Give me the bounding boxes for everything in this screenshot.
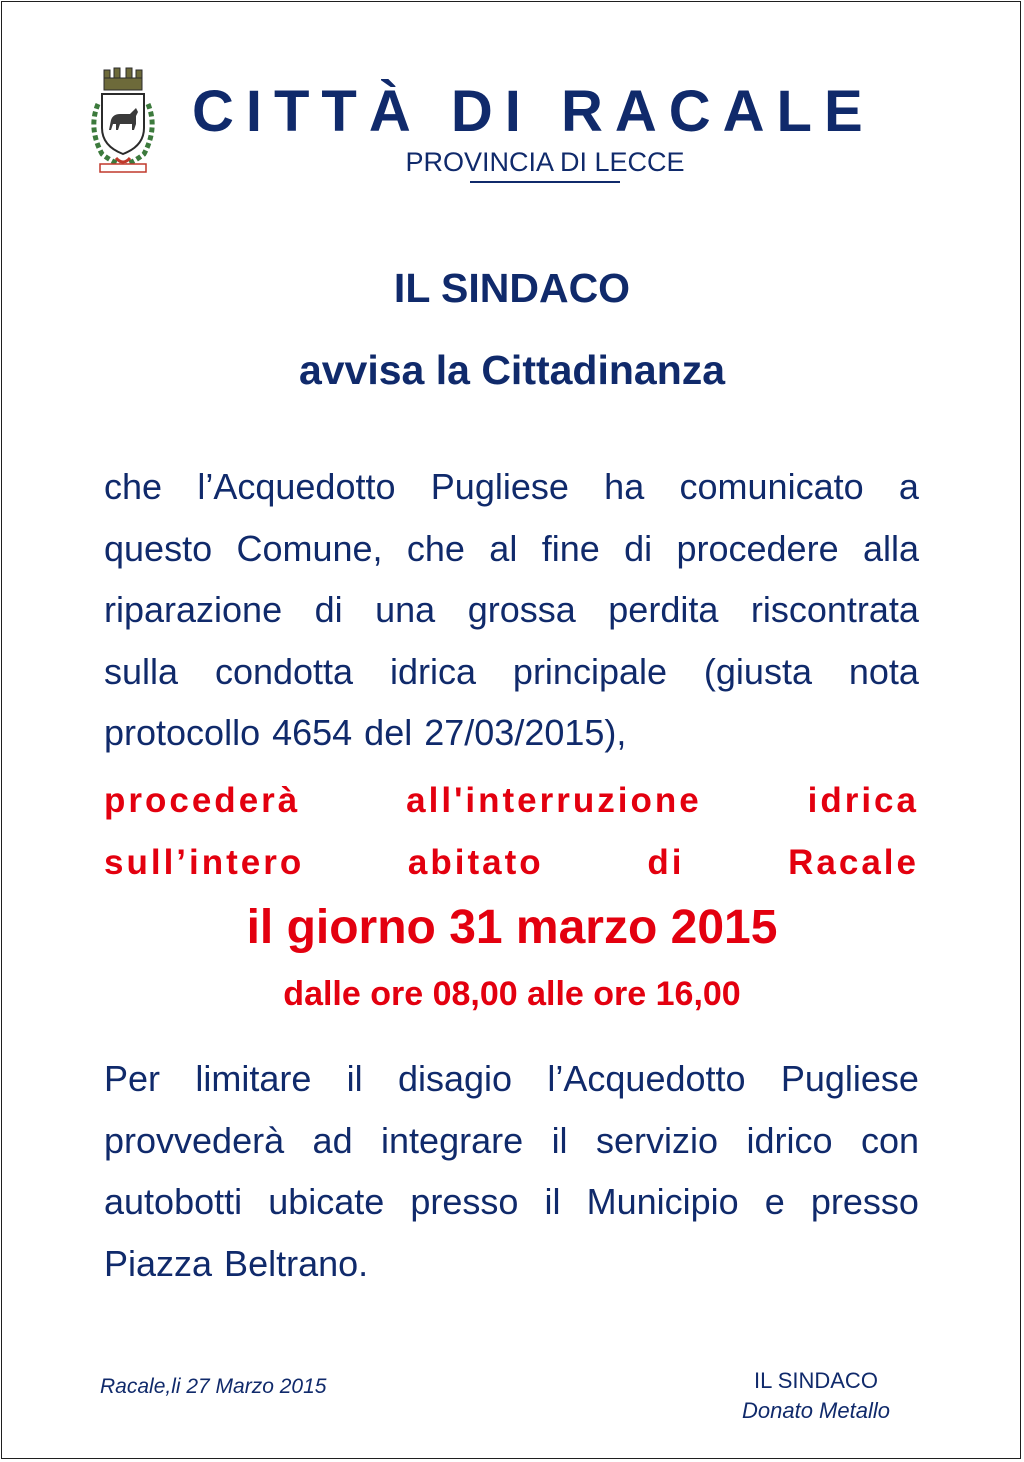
paragraph-line: Per limitare il disagio l’Acquedotto Pugliese: [104, 1058, 919, 1099]
crown: [104, 68, 142, 90]
paragraph-service: [104, 1048, 919, 1294]
notice-heading: IL SINDACO: [393, 265, 631, 311]
paragraph-line: protocollo 4654 del 27/03/2015),: [104, 712, 627, 753]
interruption-notice: [104, 770, 919, 894]
paragraph-line: sulla condotta idrica principale (giusta nota: [104, 650, 919, 692]
province-label: PROVINCIA DI LECCE: [405, 147, 685, 177]
paragraph-line: provvederà ad integrare il servizio idrico con: [104, 1119, 919, 1161]
city-crest-icon: [80, 64, 166, 176]
place-and-date: Racale,li 27 Marzo 2015: [100, 1375, 327, 1398]
paragraph-line: questo Comune, che al fine di procedere alla: [104, 527, 919, 569]
ribbon: [116, 158, 130, 162]
interruption-line: sull’intero abitato di Racale: [104, 843, 919, 882]
paragraph-line: autobotti ubicate presso il Municipio e presso: [104, 1181, 919, 1222]
signer-name: Donato Metallo: [742, 1398, 890, 1423]
signature-block: [716, 1366, 916, 1426]
interruption-line: procederà all'interruzione idrica: [104, 781, 919, 820]
province-underline: [470, 181, 620, 183]
signer-title: IL SINDACO: [754, 1368, 878, 1393]
interruption-time: dalle ore 08,00 alle ore 16,00: [283, 975, 741, 1013]
notice-subheading: avvisa la Cittadinanza: [298, 347, 726, 393]
paragraph-line: Piazza Beltrano.: [104, 1242, 369, 1284]
paragraph-intro: [104, 456, 919, 764]
paragraph-line: che l’Acquedotto Pugliese ha comunicato a: [104, 466, 919, 507]
paragraph-line: riparazione di una grossa perdita riscontrata: [104, 589, 919, 630]
interruption-date: il giorno 31 marzo 2015: [246, 901, 778, 954]
city-title: CITTÀ DI RACALE: [192, 79, 875, 144]
